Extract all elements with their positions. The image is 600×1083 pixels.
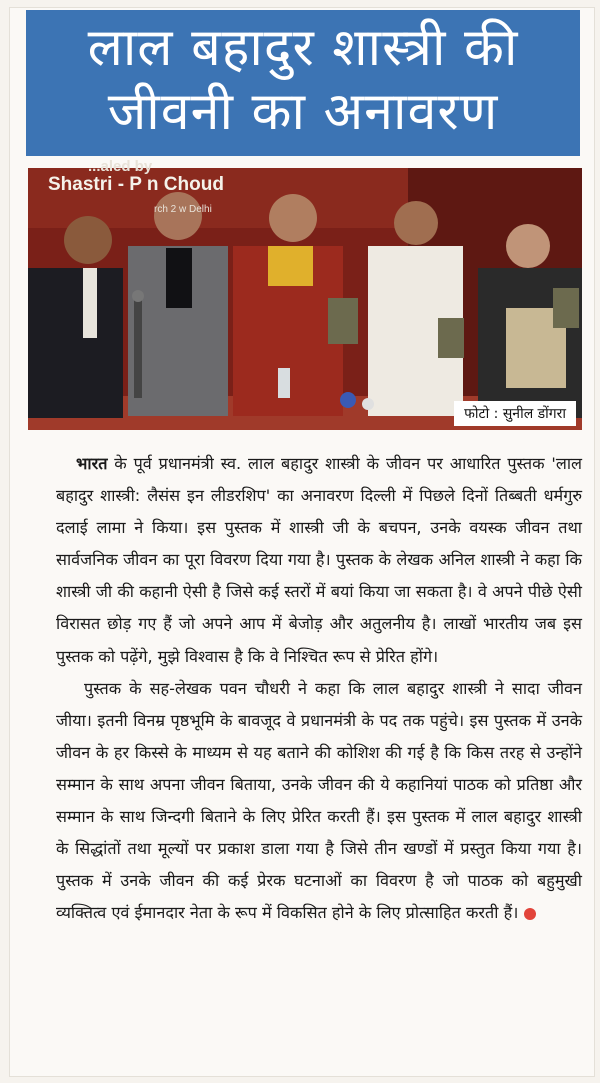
article-paragraph-2	[56, 673, 582, 930]
event-photo-illustration	[28, 168, 582, 430]
backdrop-banner-top: ...aled by	[88, 158, 153, 175]
newspaper-clipping	[10, 8, 594, 1076]
article-paragraph-2-text: पुस्तक के सह-लेखक पवन चौधरी ने कहा कि लाल बहादुर शास्त्री ने सादा जीवन जीया। इतनी विनम्र पृष्ठभूमि के बावजूद वे प्रधानमंत्री के पद तक पहुंचे। इस पुस्तक में उनके जीवन के हर किस्से के माध्यम से यह बताने की कोशिश की गई है कि किस तरह से उन्होंने सम्मान के साथ अपना जीवन बिताया, उनके जीवन की ये कहानियां पाठक को प्रतिष्ठा और सम्मान के साथ जिन्दगी बिताने के लिए प्रेरित करती हैं। इस पुस्तक में लाल बहादुर शास्त्री के सिद्धांतों तथा मूल्यों पर प्रकाश डाला गया है जिसे तीन खण्डों में प्रस्तुत किया गया है। पुस्तक में उनके जीवन की कई प्रेरक घटनाओं का विवरण है जो पाठक को बहुमुखी व्यक्तित्व एवं ईमानदार नेता के रूप में विकसित होने के लिए प्रोत्साहित करती हैं।	[56, 678, 582, 923]
end-mark-icon	[524, 908, 536, 920]
article-body	[56, 448, 582, 929]
article-paragraph-1	[56, 448, 582, 673]
event-photo	[28, 158, 582, 430]
article-lead-word: भारत	[76, 454, 108, 473]
headline-banner	[26, 10, 580, 156]
article-paragraph-1-text: के पूर्व प्रधानमंत्री स्व. लाल बहादुर शास्त्री के जीवन पर आधारित पुस्तक 'लाल बहादुर शास्त्री: लैसंस इन लीडरशिप' का अनावरण दिल्ली में पिछले दिनों तिब्बती धर्मगुरु दलाई लामा ने किया। इस पुस्तक में शास्त्री जी के बचपन, उनके वयस्क जीवन तथा सार्वजनिक जीवन का पूरा विवरण दिया गया है। पुस्तक के लेखक अनिल शास्त्री ने कहा कि शास्त्री जी की कहानी ऐसी है जिसे कई स्तरों में बयां किया जा सकता है। वे अपने पीछे ऐसी विरासत छोड़ गए हैं जो अपने आप में बेजोड़ और अतुलनीय है। लाखों भारतीय जब इस पुस्तक को पढ़ेंगे, मुझे विश्वास है कि वे निश्चित रूप से प्रेरित होंगे।	[56, 454, 582, 666]
headline-line-1: लाल बहादुर शास्त्री की	[87, 18, 519, 78]
backdrop-banner-date: rch 2 w Delhi	[154, 204, 212, 215]
headline-line-2: जीवनी का अनावरण	[107, 82, 499, 142]
photo-credit: फोटो : सुनील डोंगरा	[454, 401, 576, 426]
backdrop-banner-text: Shastri - P n Choud	[48, 174, 224, 195]
